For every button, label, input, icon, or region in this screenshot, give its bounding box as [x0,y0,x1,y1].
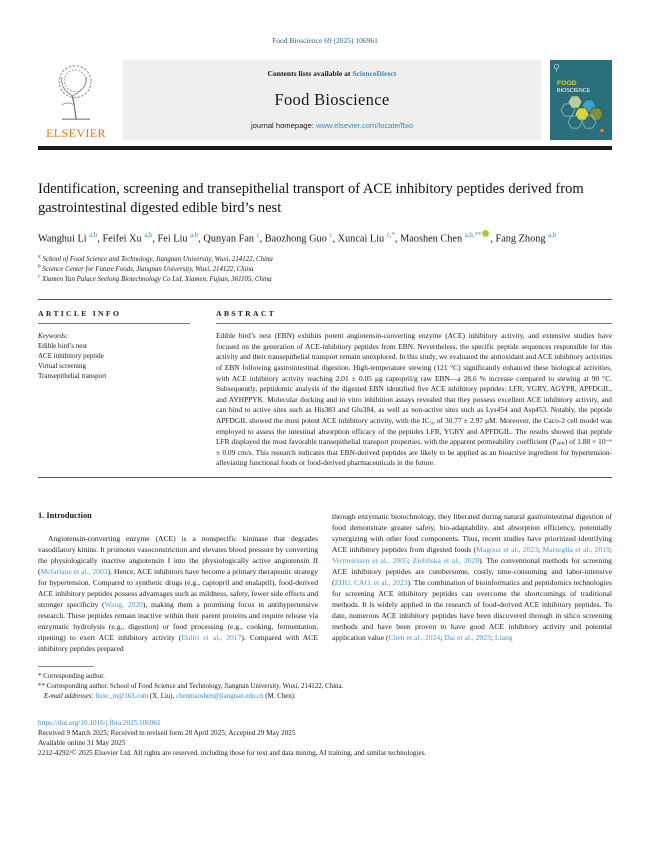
author-affil-sup: a,b,** [464,232,482,239]
homepage-line [127,121,537,130]
author-affil-sup: a,b [89,232,98,239]
intro-right-column [332,511,612,654]
introduction-heading: 1. Introduction [38,510,92,520]
masthead-divider [38,146,612,150]
abstract-text: Edible bird’s nest (EBN) exhibits potent angiotensin-converting enzyme (ACE) inhibitory activity, and extensive studies have focused on the generation of ACE-inhibitory peptides from EBN. Nevertheless, the specific peptide sequences responsible for this activity and their transepithelial transport remain unexplored. In this study, we evaluated the antioxidant and ACE inhibitory activities of EBN following gastrointestinal digestion. High-temperature stewing (121 °C) significantly enhanced these biological activities, with ACE inhibitory activity reaching 2.01 ± 0.05 μg captopril/g raw EBN—a 28.6 % increase compared to stewing at 90 °C. Subsequently, peptidomic analysis of the digested EBN identified five ACE inhibitory peptides: LFR, YGRY, AGYPR, APFDGIL, and AYHPPYK. Molecular docking and in vitro inhibition assays revealed that they possess excellent ACE inhibitory activity, and can bind to active sites such as His383 and Glu384, as well as non-active sites such as Lys454 and Asp453. Notably, the peptide APFDGIL showed the most potent ACE inhibitory activity, with the IC₅₀ of 30.77 ± 2.97 μM. Moreover, the Caco-2 cell model was employed to assess the intestinal absorption efficacy of the peptides LFR, YGRY and APFDGIL. The results showed that peptide LFR displayed the most favorable transepithelial transport properties, with the apparent permeability coefficient (Pₐₚₚ) of 1.88 × 10⁻⁶ ± 0.09 cm/s. This research indicates that EBN-derived peptides are likely to be applied as an bioactive ingredient for hypertension-alleviating functional foods or food-derived pharmaceuticals in the future. [216,331,612,468]
article-info-rule [38,323,190,324]
contents-line [127,69,537,78]
affiliation-line: $^b$ Science Center for Future Foods, Jiangnan University, Wuxi, 214122, China [38,263,254,274]
elsevier-tree-icon [46,61,106,123]
citation-link[interactable]: Wang, 2020 [104,599,143,609]
journal-masthead [38,60,612,140]
abstract-heading: ABSTRACT [216,309,277,319]
homepage-label: journal homepage: [250,121,316,130]
citation-link[interactable]: Chen et al., 2024 [388,632,441,642]
journal-cover-thumbnail[interactable] [550,60,612,140]
available-online: Available online 31 May 2025 [38,739,126,748]
author-affil-sup: a,b [144,232,153,239]
author-affil-sup: a,b [190,232,199,239]
citation-link[interactable]: Dai et al., 2023 [444,632,491,642]
citation-link[interactable]: Daliri et al., 2017 [181,632,242,642]
journal-cover-art [550,60,612,140]
section-divider [38,299,612,300]
email-link[interactable]: liuxc_m@163.com [95,692,149,700]
author-affil-sup: c [329,232,333,239]
elsevier-logo[interactable] [38,60,114,140]
sciencedirect-link[interactable]: ScienceDirect [352,69,397,78]
copyright-line: 2212-4292/© 2025 Elsevier Ltd. All rights are reserved, including those for text and data mining, AI training, and similar technologies. [38,749,427,758]
citation-link[interactable]: Magouz et al., 2023 [476,544,538,554]
homepage-url-link[interactable]: www.elsevier.com/locate/fbio [315,121,414,130]
footnote-divider [38,666,94,667]
affiliations [38,255,612,284]
journal-title: Food Bioscience [274,89,390,109]
affiliation-line: $^c$ Xiamen Yan Palace Seelong Biotechnology Co Ltd, Xiamen, Fujian, 361105, China [38,273,272,283]
corresponding-author-note: * Corresponding author. [38,672,105,680]
author-affil-sup: c [256,232,260,239]
intro-paragraph-right: through enzymatic biotechnology, they liberated during natural gastrointestinal digestion of food demonstrate greater safety, bio-adaptability, and absorption efficiency, potentially synergizing with other food components. Thus, recent studies have prioritized identifying ACE inhibitory peptides from digested foods (Magouz et al., 2023; Marseglia et al., 2019; Vermeirssen et al., 2005; Zielińska et al., 2020). The conventional methods for screening ACE inhibitory peptides are cumbersome, costly, time-consuming and labor-intensive (ZHU, CAO, et al., 2023). The combination of bioinformatics and peptidomics technologies for screening ACE inhibitory peptides can overcome the shortcomings of traditional methods. It is widely applied in the research of food-derived ACE inhibitory peptides. To date, numerous ACE inhibitory peptides have been discovered through in silico screening methods and have been proven to have good ACE inhibitory activity and potential application value (Chen et al., 2024; Dai et al., 2023; Liang [332,511,612,642]
abstract-column [216,309,612,469]
citation-link[interactable]: Liang [494,632,513,642]
elsevier-wordmark: ELSEVIER [46,126,106,140]
info-abstract-row [38,309,612,469]
abstract-bottom-divider [38,477,612,478]
introduction-section [38,511,612,654]
affiliation-line: $^a$ School of Food Science and Technology, Jiangnan University, Wuxi, 214122, China [38,254,273,264]
article-info-column [38,309,190,469]
intro-left-column [38,511,318,654]
keyword: ACE inhibitory peptide [38,352,104,361]
doi-link[interactable]: https://doi.org/10.1016/j.fbio.2025.106961 [38,719,161,728]
intro-paragraph-left: Angiotensin-converting enzyme (ACE) is a nonspecific kininase that degrades vasodilatory kinins. It promotes vasoconstriction and elevates blood pressure by converting the physiologically inactive angiotensin I into the physiologically active angiotensin II (Mcfarlane et al., 2003). Hence, ACE inhibitors have become a primary therapeutic strategy for hypertension. Compared to synthetic drugs (e.g., captopril and enalapril), food-derived ACE inhibitory peptides possess advantages such as mildness, safety, fewer side effects and stronger specificity (Wang, 2020), making them a promising focus in antihypertensive research. These peptides remain inactive within their parent proteins and require release via enzymatic hydrolysis (e.g., digestion) or food processing (e.g., cooking, fermentation, ripening) to exert ACE inhibitory activity (Daliri et al., 2017). Compared with ACE inhibitory peptides prepared [38,533,319,653]
email-link[interactable]: chenmaoshen@jiangnan.edu.cn [176,692,264,700]
abstract-rule [216,323,612,324]
received-dates: Received 9 March 2025; Received in revised form 28 April 2025; Accepted 29 May 2025 [38,729,296,738]
citation-link[interactable]: Vermeirssen et al., 2005 [332,555,408,565]
svg-text:BIOSCIENCE: BIOSCIENCE [557,88,591,94]
keyword: Transepithelial transport [38,372,107,381]
citation-link[interactable]: Mcfarlane et al., 2003 [40,566,108,576]
author-affil-sup: a,b [548,232,557,239]
author-affil-sup: c,* [386,232,395,239]
footnotes [38,672,612,701]
keyword: Edible bird’s nest [38,342,87,351]
citation-link[interactable]: Marseglia et al., 2019 [542,544,610,554]
article-title: Identification, screening and transepithelial transport of ACE inhibitory peptides derived from gastrointestinal digested edible bird’s nest [38,181,584,216]
contents-prefix: Contents lists available at [267,69,353,78]
journal-citation-header: Food Bioscience 69 (2025) 106961 [272,36,378,45]
corresponding-author-note-2: ** Corresponding author. School of Food Science and Technology, Jiangnan University, Wuxi, 214122, China. [38,682,344,690]
orcid-icon [482,230,489,237]
citation-link[interactable]: Zielińska et al., 2020 [412,555,480,565]
journal-banner [123,60,541,140]
keywords-label: Keywords: [38,332,69,341]
keyword: Virtual screening [38,362,86,371]
article-info-heading: ARTICLE INFO [38,309,122,319]
email-addresses-line: E-mail addresses: liuxc_m@163.com (X. Liu), chenmaoshen@jiangnan.edu.cn (M. Chen). [44,692,296,700]
citation-link[interactable]: ZHU, CAO, et al., 2023 [334,577,408,587]
svg-text:FOOD: FOOD [557,80,577,87]
author-list: Wanghui Li $^{a,b}$, Feifei Xu $^{a,b}$, Fei Liu $^{a,b}$, Qunyan Fan $^c$, Baozhong Guo $^c$, Xuncai Liu $^{c,*}$, Maoshen Chen $^{a,b,**}$ , Fang Zhong $^{a,b}$ [38,232,557,245]
